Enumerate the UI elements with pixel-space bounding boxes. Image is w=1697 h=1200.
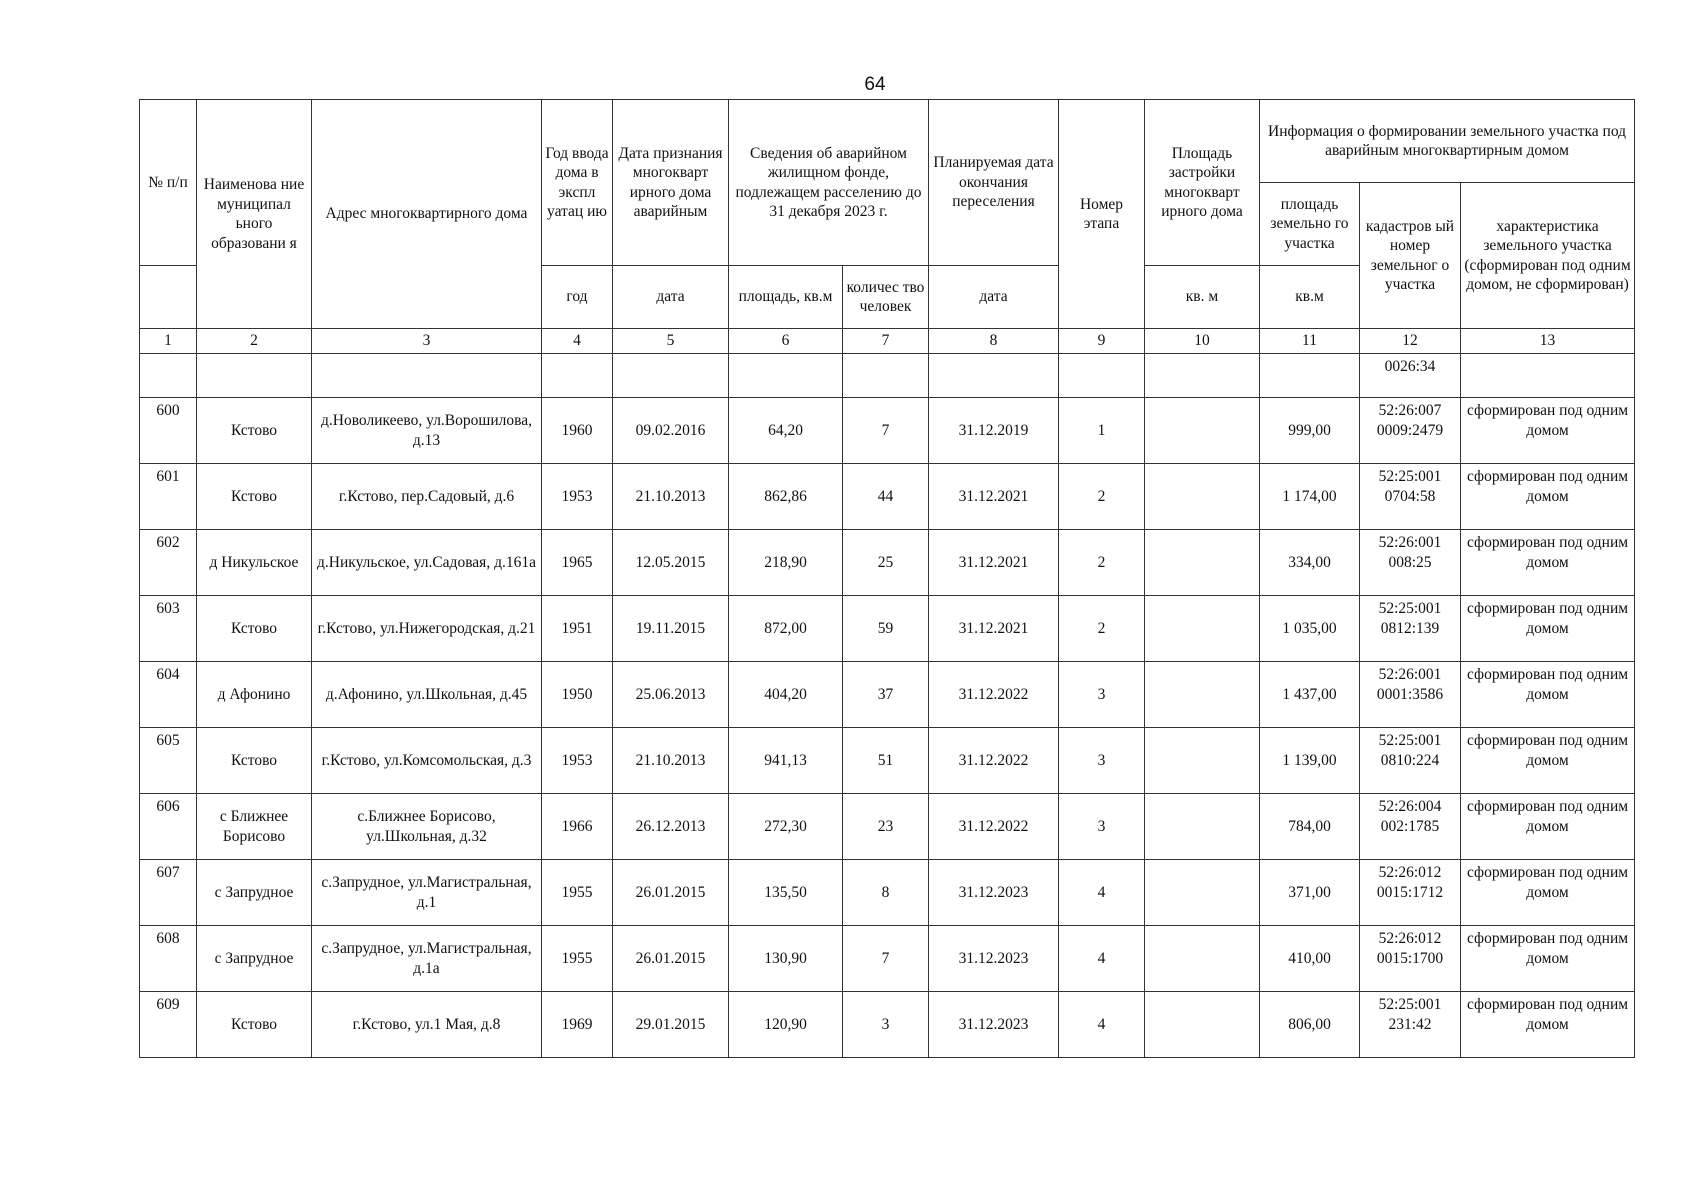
cell-address: д.Афонино, ул.Школьная, д.45 <box>312 662 542 728</box>
cell-area: 272,30 <box>729 794 843 860</box>
column-number: 13 <box>1461 329 1635 354</box>
cell-area: 872,00 <box>729 596 843 662</box>
cell-people-count: 25 <box>843 530 929 596</box>
cell-address: д.Никульское, ул.Садовая, д.161а <box>312 530 542 596</box>
table-row <box>140 794 1635 860</box>
cell-recognition-date: 21.10.2013 <box>613 728 729 794</box>
header-land-info: Информация о формировании земельного участка под аварийным многоквартирным домом <box>1260 100 1635 183</box>
cell-cadastral-number: 52:26:012 0015:1712 <box>1360 860 1461 926</box>
unit-date-recognition: дата <box>613 266 729 329</box>
table-row <box>140 860 1635 926</box>
cell-year: 1953 <box>542 464 613 530</box>
cell-land-characteristic: сформирован под одним домом <box>1461 992 1635 1058</box>
cell-built-area <box>1145 992 1260 1058</box>
cell-area: 218,90 <box>729 530 843 596</box>
header-fund-info: Сведения об аварийном жилищном фонде, подлежащем расселению до 31 декабря 2023 г. <box>729 100 929 266</box>
column-number: 7 <box>843 329 929 354</box>
cell-stage: 4 <box>1059 926 1145 992</box>
cell-planned-date: 31.12.2022 <box>929 662 1059 728</box>
page-number: 64 <box>864 74 886 95</box>
housing-table <box>139 99 1635 1058</box>
cell-people-count: 7 <box>843 926 929 992</box>
cell-area: 130,90 <box>729 926 843 992</box>
cell-people-count: 23 <box>843 794 929 860</box>
cell-municipality: Кстово <box>197 992 312 1058</box>
cell-address: д.Новоликеево, ул.Ворошилова, д.13 <box>312 398 542 464</box>
cell-municipality: с Запрудное <box>197 926 312 992</box>
table-row <box>140 464 1635 530</box>
cell-year: 1966 <box>542 794 613 860</box>
unit-area: площадь, кв.м <box>729 266 843 329</box>
cell-land-characteristic: сформирован под одним домом <box>1461 860 1635 926</box>
cell-built-area <box>1145 530 1260 596</box>
cell-planned-date: 31.12.2021 <box>929 596 1059 662</box>
cell-address: с.Ближнее Борисово, ул.Школьная, д.32 <box>312 794 542 860</box>
cell-land-area: 1 139,00 <box>1260 728 1360 794</box>
cell-municipality: с Ближнее Борисово <box>197 794 312 860</box>
cell-land-area: 999,00 <box>1260 398 1360 464</box>
cell-land-characteristic: сформирован под одним домом <box>1461 926 1635 992</box>
cell-cadastral-number: 52:25:001 0704:58 <box>1360 464 1461 530</box>
cell-land-characteristic: сформирован под одним домом <box>1461 596 1635 662</box>
cell-year: 1950 <box>542 662 613 728</box>
cell-row-number: 602 <box>140 530 197 596</box>
cell-planned-date: 31.12.2023 <box>929 992 1059 1058</box>
cell-address: г.Кстово, пер.Садовый, д.6 <box>312 464 542 530</box>
column-number: 10 <box>1145 329 1260 354</box>
cell-cadastral-number: 52:25:001 0812:139 <box>1360 596 1461 662</box>
unit-built-area: кв. м <box>1145 266 1260 329</box>
cell-land-area: 1 437,00 <box>1260 662 1360 728</box>
cell-cadastral-number: 52:25:001 0810:224 <box>1360 728 1461 794</box>
cell-planned-date: 31.12.2022 <box>929 728 1059 794</box>
cell-people-count: 37 <box>843 662 929 728</box>
cell-year: 1953 <box>542 728 613 794</box>
unit-land-area: кв.м <box>1260 266 1360 329</box>
cell-land-area: 334,00 <box>1260 530 1360 596</box>
cell-recognition-date: 26.01.2015 <box>613 926 729 992</box>
column-number: 5 <box>613 329 729 354</box>
table-row <box>140 662 1635 728</box>
cell-stage: 1 <box>1059 398 1145 464</box>
column-number: 11 <box>1260 329 1360 354</box>
header-num-blank <box>140 266 197 329</box>
cell-year: 1969 <box>542 992 613 1058</box>
table-row <box>140 530 1635 596</box>
header-built-area: Площадь застройки многокварт ирного дома <box>1145 100 1260 266</box>
cell-row-number: 607 <box>140 860 197 926</box>
cell-built-area <box>1145 464 1260 530</box>
cell-cadastral-number: 52:26:007 0009:2479 <box>1360 398 1461 464</box>
header-recognition-date: Дата признания многокварт ирного дома аварийным <box>613 100 729 266</box>
cell-recognition-date: 26.12.2013 <box>613 794 729 860</box>
cell-planned-date: 31.12.2021 <box>929 530 1059 596</box>
cell-cadastral-number: 52:26:012 0015:1700 <box>1360 926 1461 992</box>
cell-municipality: Кстово <box>197 398 312 464</box>
header-cadastral: кадастров ый номер земельног о участка <box>1360 183 1461 329</box>
cell-people-count: 7 <box>843 398 929 464</box>
cell-planned-date: 31.12.2023 <box>929 860 1059 926</box>
table-row <box>140 398 1635 464</box>
cell-built-area <box>1145 596 1260 662</box>
cell-area: 941,13 <box>729 728 843 794</box>
cell-municipality: д Афонино <box>197 662 312 728</box>
cell-land-area: 806,00 <box>1260 992 1360 1058</box>
cell-cadastral-number: 52:25:001 231:42 <box>1360 992 1461 1058</box>
cell-address: с.Запрудное, ул.Магистральная, д.1а <box>312 926 542 992</box>
cell-area: 862,86 <box>729 464 843 530</box>
table-row <box>140 926 1635 992</box>
cell-planned-date: 31.12.2023 <box>929 926 1059 992</box>
cell-people-count: 3 <box>843 992 929 1058</box>
cell-recognition-date: 29.01.2015 <box>613 992 729 1058</box>
cell-land-area: 1 035,00 <box>1260 596 1360 662</box>
column-number: 2 <box>197 329 312 354</box>
cell-municipality: Кстово <box>197 464 312 530</box>
header-year: Год ввода дома в экспл уатац ию <box>542 100 613 266</box>
cell-stage: 2 <box>1059 596 1145 662</box>
cell-stage: 3 <box>1059 662 1145 728</box>
cell-people-count: 51 <box>843 728 929 794</box>
cell-row-number: 605 <box>140 728 197 794</box>
cell-built-area <box>1145 662 1260 728</box>
cell-address: г.Кстово, ул.Нижегородская, д.21 <box>312 596 542 662</box>
column-numbers-row <box>140 329 1635 354</box>
unit-year: год <box>542 266 613 329</box>
cell-built-area <box>1145 728 1260 794</box>
cell-people-count: 8 <box>843 860 929 926</box>
cell-municipality: Кстово <box>197 596 312 662</box>
unit-people: количес тво человек <box>843 266 929 329</box>
cell-area: 404,20 <box>729 662 843 728</box>
cell-built-area <box>1145 926 1260 992</box>
cell-land-area: 410,00 <box>1260 926 1360 992</box>
table-row <box>140 728 1635 794</box>
cell-land-characteristic: сформирован под одним домом <box>1461 464 1635 530</box>
cell-address: г.Кстово, ул.1 Мая, д.8 <box>312 992 542 1058</box>
cell-area: 135,50 <box>729 860 843 926</box>
cell-municipality: Кстово <box>197 728 312 794</box>
cell-people-count: 59 <box>843 596 929 662</box>
cell-recognition-date: 12.05.2015 <box>613 530 729 596</box>
header-planned-date: Планируемая дата окончания переселения <box>929 100 1059 266</box>
cell-cadastral-number: 52:26:001 008:25 <box>1360 530 1461 596</box>
cell-year: 1960 <box>542 398 613 464</box>
cell-address: г.Кстово, ул.Комсомольская, д.3 <box>312 728 542 794</box>
cell-recognition-date: 21.10.2013 <box>613 464 729 530</box>
cell-recognition-date: 19.11.2015 <box>613 596 729 662</box>
cell-stage: 3 <box>1059 794 1145 860</box>
cell-row-number: 600 <box>140 398 197 464</box>
cell-year: 1955 <box>542 860 613 926</box>
cell-address: с.Запрудное, ул.Магистральная, д.1 <box>312 860 542 926</box>
table-row <box>140 992 1635 1058</box>
cell-planned-date: 31.12.2019 <box>929 398 1059 464</box>
cell-row-number: 601 <box>140 464 197 530</box>
cell-land-characteristic: сформирован под одним домом <box>1461 662 1635 728</box>
cell-land-area: 784,00 <box>1260 794 1360 860</box>
cell-land-characteristic: сформирован под одним домом <box>1461 794 1635 860</box>
header-municipality: Наименова ние муниципал ьного образовани я <box>197 100 312 329</box>
cell-cadastral-number: 52:26:001 0001:3586 <box>1360 662 1461 728</box>
header-land-area: площадь земельно го участка <box>1260 183 1360 266</box>
cell-built-area <box>1145 398 1260 464</box>
cell-stage: 4 <box>1059 992 1145 1058</box>
cell-land-characteristic: сформирован под одним домом <box>1461 728 1635 794</box>
cell-cadastral-number: 52:26:004 002:1785 <box>1360 794 1461 860</box>
column-number: 8 <box>929 329 1059 354</box>
cell-stage: 2 <box>1059 464 1145 530</box>
cell-stage: 4 <box>1059 860 1145 926</box>
cell-stage: 3 <box>1059 728 1145 794</box>
cell-recognition-date: 25.06.2013 <box>613 662 729 728</box>
cell-year: 1951 <box>542 596 613 662</box>
cell-planned-date: 31.12.2022 <box>929 794 1059 860</box>
cell-row-number: 608 <box>140 926 197 992</box>
cell-year: 1955 <box>542 926 613 992</box>
cell-row-number: 603 <box>140 596 197 662</box>
cell-row-number: 609 <box>140 992 197 1058</box>
cell-built-area <box>1145 860 1260 926</box>
cell-row-number: 604 <box>140 662 197 728</box>
cell-stage: 2 <box>1059 530 1145 596</box>
cell-municipality: с Запрудное <box>197 860 312 926</box>
header-address: Адрес многоквартирного дома <box>312 100 542 329</box>
column-number: 1 <box>140 329 197 354</box>
cell-people-count: 44 <box>843 464 929 530</box>
cell-area: 64,20 <box>729 398 843 464</box>
cell-land-area: 371,00 <box>1260 860 1360 926</box>
cell-land-characteristic: сформирован под одним домом <box>1461 398 1635 464</box>
cell-built-area <box>1145 794 1260 860</box>
column-number: 9 <box>1059 329 1145 354</box>
cell-land-characteristic: сформирован под одним домом <box>1461 530 1635 596</box>
cell-year: 1965 <box>542 530 613 596</box>
column-number: 3 <box>312 329 542 354</box>
cell-area: 120,90 <box>729 992 843 1058</box>
header-characteristic: характеристика земельного участка (сформирован под одним домом, не сформирован) <box>1461 183 1635 329</box>
continuation-cadastral: 0026:34 <box>1360 354 1461 398</box>
cell-recognition-date: 26.01.2015 <box>613 860 729 926</box>
column-number: 12 <box>1360 329 1461 354</box>
column-number: 6 <box>729 329 843 354</box>
cell-recognition-date: 09.02.2016 <box>613 398 729 464</box>
header-stage: Номер этапа <box>1059 100 1145 329</box>
cell-row-number: 606 <box>140 794 197 860</box>
continuation-row <box>140 354 1635 398</box>
cell-planned-date: 31.12.2021 <box>929 464 1059 530</box>
cell-land-area: 1 174,00 <box>1260 464 1360 530</box>
header-num: № п/п <box>140 100 197 266</box>
table-row <box>140 596 1635 662</box>
column-number: 4 <box>542 329 613 354</box>
cell-municipality: д Никульское <box>197 530 312 596</box>
unit-date-planned: дата <box>929 266 1059 329</box>
